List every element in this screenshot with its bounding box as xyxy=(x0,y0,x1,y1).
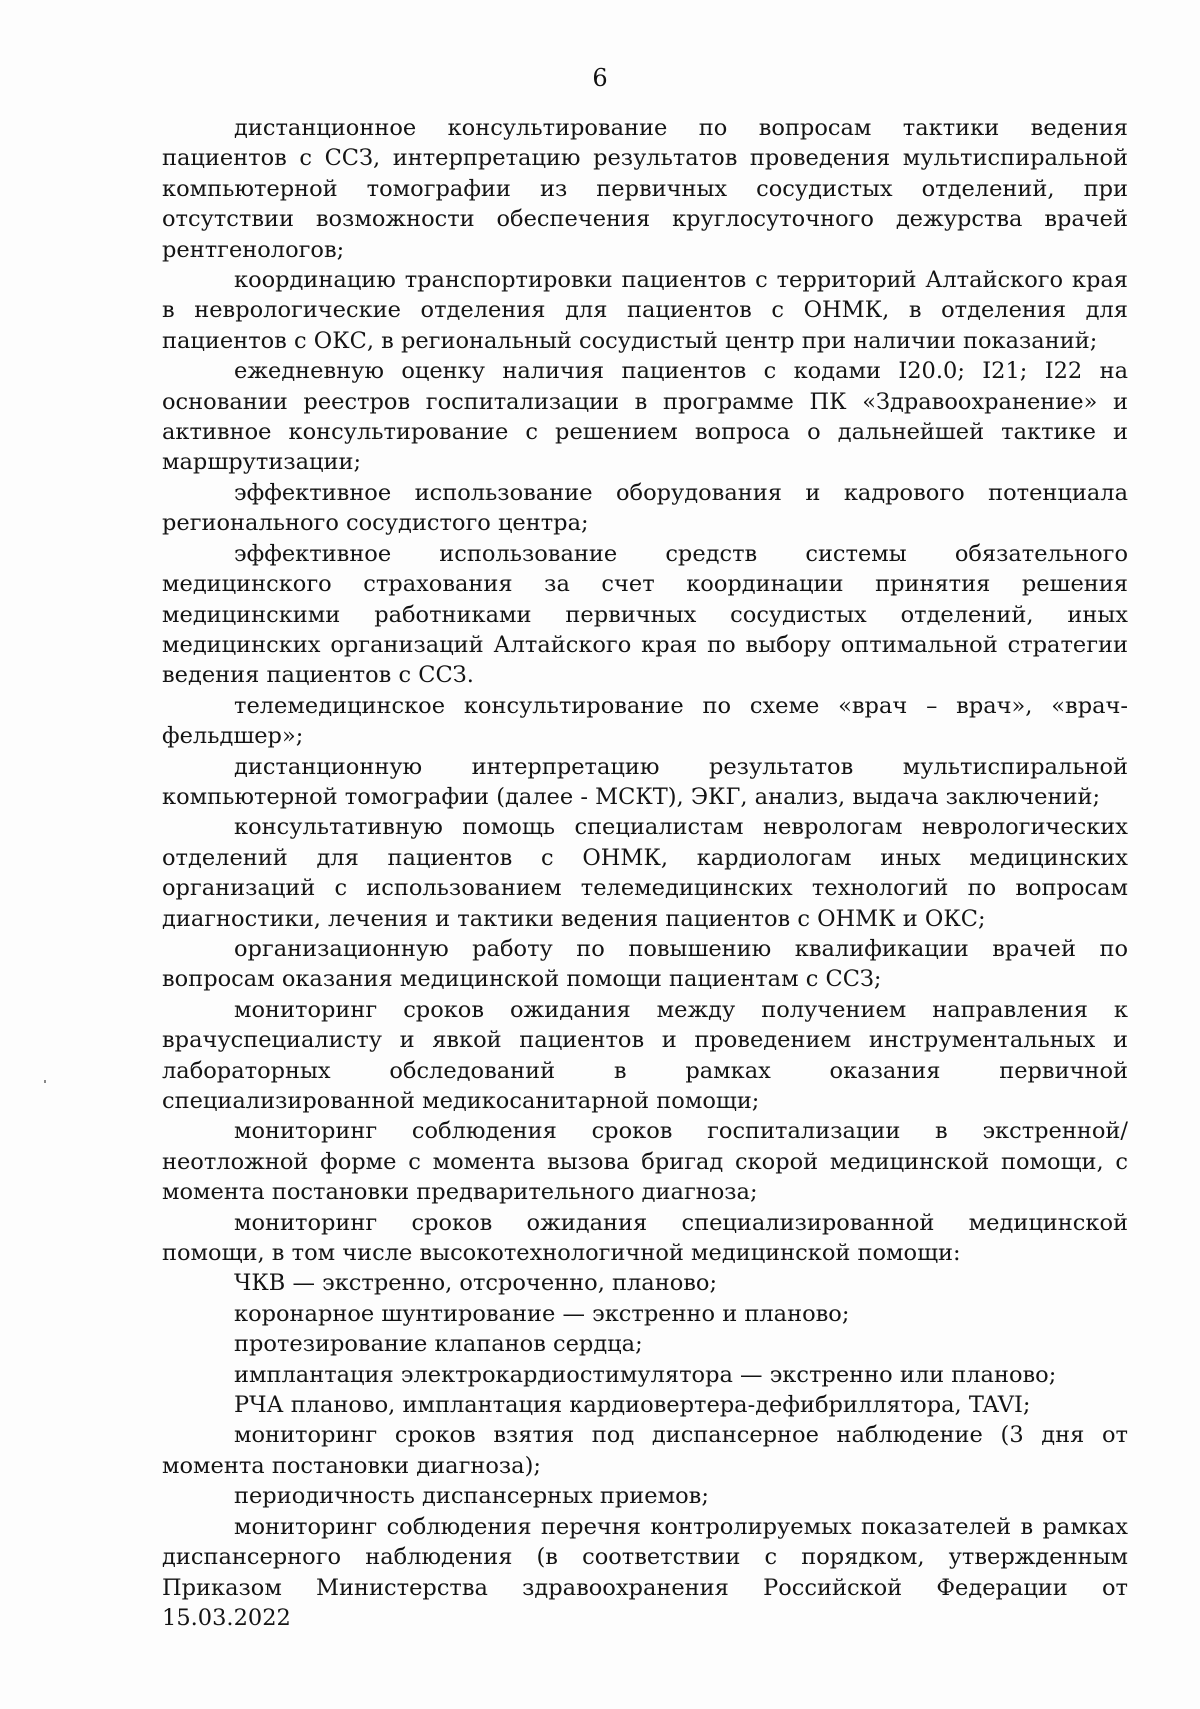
page-number: 6 xyxy=(592,64,608,92)
paragraph: мониторинг сроков ожидания специализированной медицинской помощи, в том числе высокотехнологичной медицинской помощи: xyxy=(162,1209,1128,1267)
paragraph: мониторинг соблюдения сроков госпитализации в экстренной/неотложной форме с момента вызова бригад скорой медицинской помощи, с момента постановки предварительного диагноза; xyxy=(162,1118,1128,1206)
paragraph: ежедневную оценку наличия пациентов с кодами I20.0; I21; I22 на основании реестров госпитализации в программе ПК «Здравоохранение» и активное консультирование с решением вопроса о дальнейшей тактике и маршрутизации; xyxy=(162,358,1128,476)
paragraph: эффективное использование средств системы обязательного медицинского страхования за счет координации принятия решения медицинскими работниками первичных сосудистых отделений, иных медицинских организаций Алтайского края по выбору оптимальной стратегии ведения пациентов с ССЗ. xyxy=(162,540,1128,689)
paragraph: консультативную помощь специалистам неврологам неврологических отделений для пациентов с ОНМК, кардиологам иных медицинских организаций с использованием телемедицинских технологий по вопросам диагностики, лечения и тактики ведения пациентов с ОНМК и ОКС; xyxy=(162,814,1128,932)
scan-artifact xyxy=(44,1080,46,1083)
paragraph: дистанционное консультирование по вопросам тактики ведения пациентов с ССЗ, интерпретацию результатов проведения мультиспиральной компьютерной томографии из первичных сосудистых отделений, при отсутствии возможности обеспечения круглосуточного дежурства врачей рентгенологов; xyxy=(162,115,1128,263)
paragraph: мониторинг сроков ожидания между получением направления к врачуспециалисту и явкой пациентов и проведением инструментальных и лабораторных обследований в рамках оказания первичной специализированной медикосанитарной помощи; xyxy=(162,996,1128,1114)
paragraph: дистанционную интерпретацию результатов мультиспиральной компьютерной томографии (далее - МСКТ), ЭКГ, анализ, выдача заключений; xyxy=(162,753,1128,810)
paragraph: мониторинг соблюдения перечня контролируемых показателей в рамках диспансерного наблюдения (в соответствии с порядком, утвержденным Приказом Министерства здравоохранения Российской Федерации от 15.03.2022 xyxy=(162,1513,1128,1631)
body-text xyxy=(162,113,1128,1633)
list-item: ЧКВ — экстренно, отсроченно, планово; xyxy=(234,1270,718,1297)
paragraph: организационную работу по повышению квалификации врачей по вопросам оказания медицинской помощи пациентам с ССЗ; xyxy=(162,935,1128,993)
paragraph: координацию транспортировки пациентов с территорий Алтайского края в неврологические отделения для пациентов с ОНМК, в отделения для пациентов с ОКС, в региональный сосудистый центр при наличии показаний; xyxy=(162,267,1128,354)
paragraph: мониторинг сроков взятия под диспансерное наблюдение (3 дня от момента постановки диагноза); xyxy=(162,1422,1128,1479)
list-item: коронарное шунтирование — экстренно и планово; xyxy=(234,1300,850,1327)
paragraph: телемедицинское консультирование по схеме «врач – врач», «врач-фельдшер»; xyxy=(162,692,1128,750)
list-item: протезирование клапанов сердца; xyxy=(234,1331,643,1358)
list-item: имплантация электрокардиостимулятора — экстренно или планово; xyxy=(234,1361,1057,1388)
paragraph: периодичность диспансерных приемов; xyxy=(234,1483,709,1510)
list-item: РЧА планово, имплантация кардиовертера-дефибриллятора, TAVI; xyxy=(234,1392,1031,1419)
paragraph: эффективное использование оборудования и кадрового потенциала регионального сосудистого центра; xyxy=(162,479,1128,537)
